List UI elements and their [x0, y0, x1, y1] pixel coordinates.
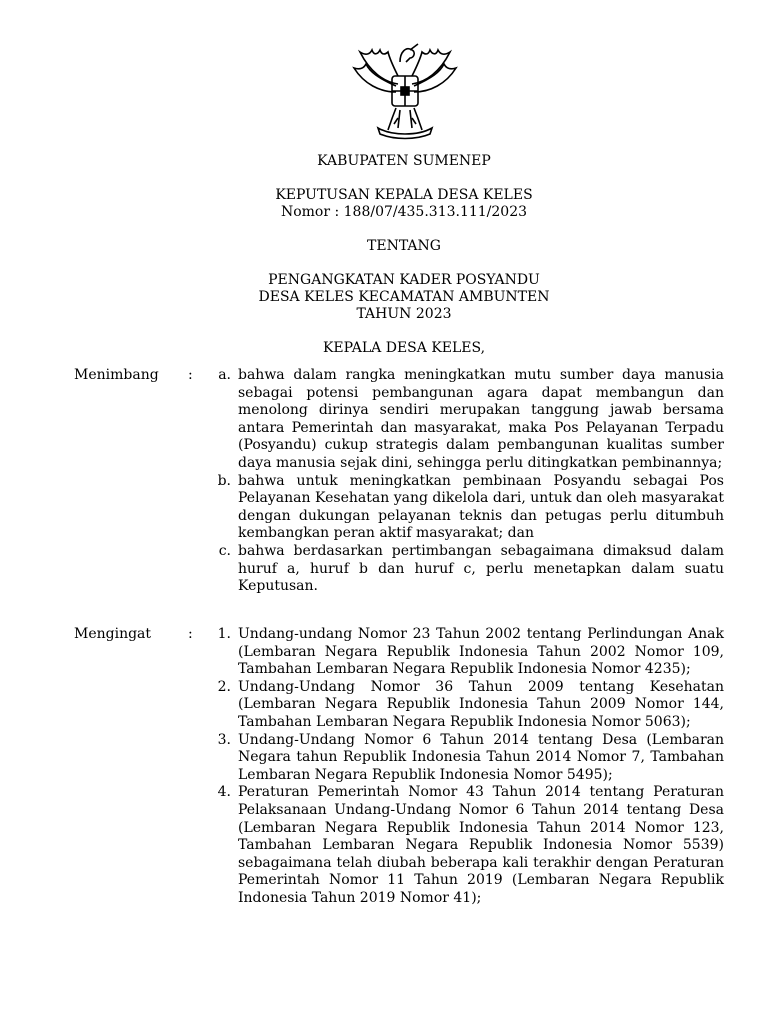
- item-text: bahwa dalam rangka meningkatkan mutu sumber daya manusia sebagai potensi pembangunan agara dapat membangun dan menolong dirinya sendiri merupakan tanggung jawab bersama antara Pemerintah dan masyarakat, maka Pos Pelayanan Terpadu (Posyandu) cukup strategis dalam pembangunan kualitas sumber daya manusia sejak dini, sehingga perlu ditingkatkan pembinannya;: [238, 367, 724, 471]
- menimbang-label: Menimbang: [74, 367, 159, 383]
- item-text: bahwa berdasarkan pertimbangan sebagaimana dimaksud dalam huruf a, huruf b dan huruf c, perlu menetapkan dalam suatu Keputusan.: [238, 542, 724, 595]
- menimbang-item-c: [202, 543, 724, 596]
- item-marker: a.: [218, 367, 231, 383]
- mengingat-list: [202, 626, 724, 908]
- garuda-emblem-icon: [340, 32, 470, 142]
- official-heading: KEPALA DESA KELES,: [322, 340, 486, 356]
- item-text: Undang-undang Nomor 23 Tahun 2002 tentang Perlindungan Anak (Lembaran Negara Republik Indonesia Tahun 2002 Nomor 109, Tambahan Lembaran Negara Republik Indonesia Nomor 4235);: [238, 626, 724, 678]
- title-line-3: TAHUN 2023: [356, 306, 452, 322]
- menimbang-item-b: [202, 473, 724, 543]
- item-text: bahwa untuk meningkatkan pembinaan Posyandu sebagai Pos Pelayanan Kesehatan yang dikelola dari, untuk dan oleh masyarakat dengan dukungan pelayanan teknis dan petugas perlu ditumbuh kembangkan peran aktif masyarakat; dan: [238, 472, 724, 542]
- item-text: Undang-Undang Nomor 6 Tahun 2014 tentang Desa (Lembaran Negara tahun Republik Indonesia Tahun 2014 Nomor 7, Tambahan Lembaran Negara Republik Indonesia Nomor 5495);: [238, 731, 724, 783]
- regency-heading: KABUPATEN SUMENEP: [317, 153, 491, 169]
- item-text: Peraturan Pemerintah Nomor 43 Tahun 2014 tentang Peraturan Pelaksanaan Undang-Undang Nomor 6 Tahun 2014 tentang Desa (Lembaran Negara Republik Indonesia Tahun 2014 Nomor 123, Tambahan Lembaran Negara Republik Indonesia Nomor 5539) sebagaimana telah diubah beberapa kali terakhir dengan Peraturan Pemerintah Nomor 11 Tahun 2019 (Lembaran Negara Republik Indonesia Tahun 2019 Nomor 41);: [238, 784, 724, 906]
- mengingat-colon: :: [188, 626, 193, 642]
- item-marker: b.: [217, 472, 231, 489]
- menimbang-item-a: [202, 367, 724, 473]
- title-line-1: PENGANGKATAN KADER POSYANDU: [268, 272, 540, 288]
- mengingat-item-4: [202, 784, 724, 907]
- decree-heading: KEPUTUSAN KEPALA DESA KELES: [275, 187, 533, 203]
- about-heading: TENTANG: [367, 238, 441, 254]
- item-marker: c.: [218, 542, 231, 559]
- item-marker: 4.: [217, 784, 231, 801]
- item-marker: 3.: [217, 731, 231, 748]
- item-text: Undang-Undang Nomor 36 Tahun 2009 tentang Kesehatan (Lembaran Negara Republik Indonesia Tahun 2009 Nomor 144, Tambahan Lembaran Negara Republik Indonesia Nomor 5063);: [238, 678, 724, 730]
- title-line-2: DESA KELES KECAMATAN AMBUNTEN: [258, 289, 550, 305]
- menimbang-colon: :: [188, 367, 193, 383]
- mengingat-item-2: [202, 679, 724, 732]
- mengingat-item-1: [202, 626, 724, 679]
- item-marker: 1.: [217, 626, 231, 642]
- item-marker: 2.: [217, 678, 231, 695]
- mengingat-label: Mengingat: [74, 626, 152, 642]
- decree-number: Nomor : 188/07/435.313.111/2023: [280, 204, 528, 220]
- mengingat-item-3: [202, 732, 724, 785]
- menimbang-list: [202, 367, 724, 596]
